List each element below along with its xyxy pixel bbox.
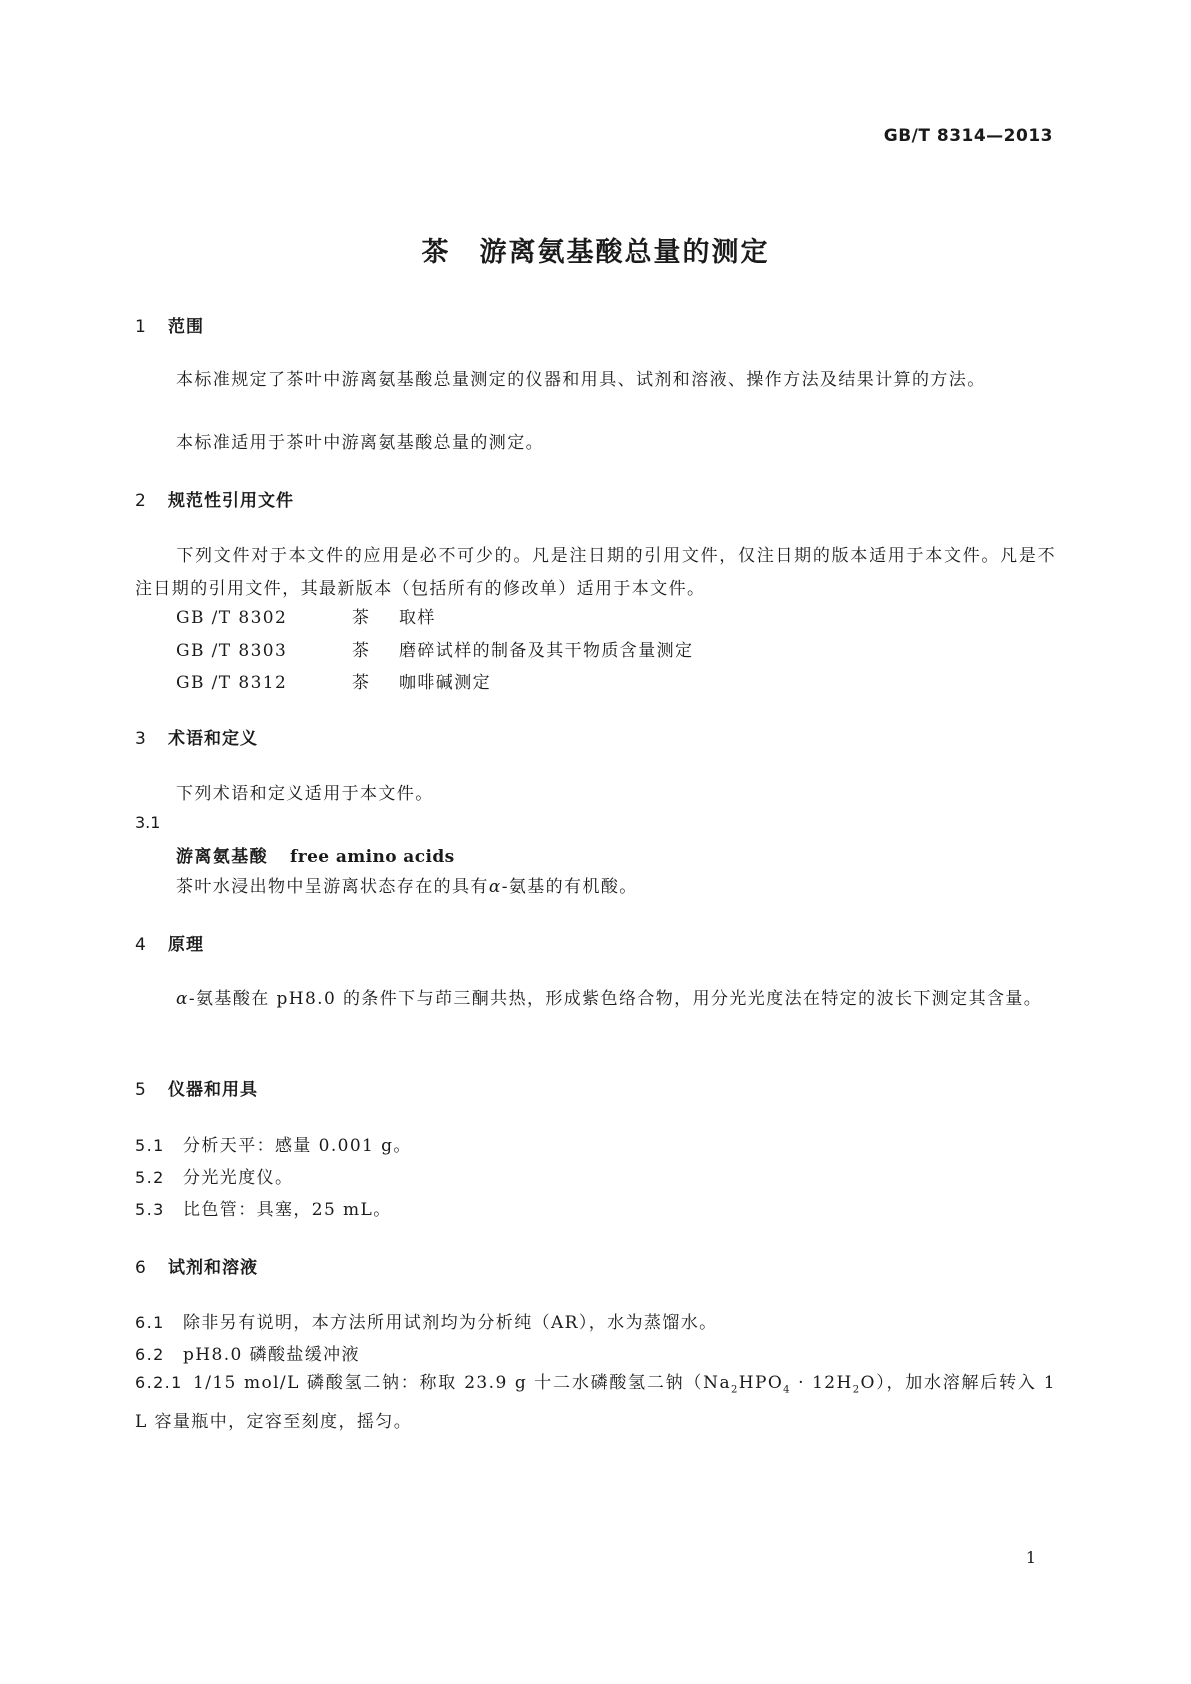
reference-code: GB /T 8302 — [176, 608, 288, 628]
alpha-symbol: α — [176, 989, 189, 1009]
item-number: 5.2 — [135, 1168, 165, 1187]
section-4-para — [135, 983, 1056, 1016]
reagent-item — [135, 1340, 360, 1365]
term-english: free amino acids — [290, 847, 455, 867]
section-5-heading — [135, 1075, 258, 1100]
reference-code: GB /T 8312 — [176, 673, 288, 693]
reference-code: GB /T 8303 — [176, 641, 288, 661]
reference-category: 茶 — [352, 673, 371, 693]
item-number: 6.2.1 — [135, 1373, 183, 1392]
item-text-part: HPO — [738, 1373, 784, 1393]
section-1-para-1 — [135, 364, 1056, 397]
term-definition — [176, 872, 638, 897]
section-2-heading — [135, 486, 294, 511]
alpha-symbol: α — [488, 877, 502, 897]
reference-title: 取样 — [399, 608, 436, 628]
subscript: 2 — [852, 1384, 861, 1396]
section-2-para-1 — [135, 540, 1056, 606]
section-number: 1 — [135, 317, 147, 337]
paragraph-text: -氨基酸在 pH8.0 的条件下与茚三酮共热，形成紫色络合物，用分光光度法在特定的波长下测定其含量。 — [188, 989, 1043, 1009]
paragraph-text: 下列文件对于本文件的应用是必不可少的。凡是注日期的引用文件，仅注日期的版本适用于本文件。凡是不注日期的引用文件，其最新版本（包括所有的修改单）适用于本文件。 — [135, 546, 1056, 599]
item-text: 分析天平：感量 0.001 g。 — [183, 1136, 412, 1156]
section-number: 6 — [135, 1258, 147, 1278]
section-6-heading — [135, 1253, 258, 1278]
item-text: 分光光度仪。 — [183, 1168, 294, 1188]
document-title: 茶 游离氨基酸总量的测定 — [421, 237, 770, 268]
reference-item — [176, 636, 693, 661]
reference-title: 磨碎试样的制备及其干物质含量测定 — [399, 641, 694, 661]
item-number: 5.3 — [135, 1200, 165, 1219]
paragraph-text: 本标准规定了茶叶中游离氨基酸总量测定的仪器和用具、试剂和溶液、操作方法及结果计算的方法。 — [176, 370, 986, 390]
term-number: 3.1 — [135, 813, 161, 832]
item-number: 6.2 — [135, 1345, 165, 1364]
reference-title: 咖啡碱测定 — [399, 673, 491, 693]
item-number: 6.1 — [135, 1313, 165, 1332]
item-text: pH8.0 磷酸盐缓冲液 — [183, 1345, 360, 1365]
term-chinese: 游离氨基酸 — [176, 847, 268, 867]
term-entry — [176, 842, 455, 867]
definition-suffix: -氨基的有机酸。 — [501, 877, 638, 897]
subscript: 2 — [731, 1384, 739, 1396]
subscript: 4 — [783, 1384, 791, 1396]
item-number: 5.1 — [135, 1136, 165, 1155]
section-1-heading — [135, 312, 204, 337]
reference-item — [176, 668, 491, 693]
item-text-part: 1/15 mol/L 磷酸氢二钠：称取 23.9 g 十二水磷酸氢二钠（Na — [193, 1373, 731, 1393]
section-number: 4 — [135, 935, 147, 955]
section-title: 原理 — [168, 935, 204, 955]
section-title: 试剂和溶液 — [168, 1258, 258, 1278]
instrument-item — [135, 1163, 293, 1188]
section-number: 2 — [135, 491, 147, 511]
section-4-heading — [135, 930, 204, 955]
definition-prefix: 茶叶水浸出物中呈游离状态存在的具有 — [176, 877, 489, 897]
section-title: 仪器和用具 — [168, 1080, 258, 1100]
page-number: 1 — [1025, 1548, 1036, 1567]
instrument-item — [135, 1131, 412, 1156]
reference-item — [176, 603, 436, 628]
section-3-heading — [135, 724, 258, 749]
section-3-intro: 下列术语和定义适用于本文件。 — [176, 784, 434, 804]
item-text: 除非另有说明，本方法所用试剂均为分析纯（AR），水为蒸馏水。 — [183, 1313, 718, 1333]
reference-category: 茶 — [352, 608, 371, 628]
section-1-para-2: 本标准适用于茶叶中游离氨基酸总量的测定。 — [176, 433, 544, 453]
section-title: 范围 — [168, 317, 204, 337]
item-text-part: · 12H — [790, 1373, 853, 1393]
instrument-item — [135, 1195, 392, 1220]
section-title: 术语和定义 — [168, 729, 258, 749]
standard-number: GB/T 8314—2013 — [883, 126, 1053, 146]
section-number: 5 — [135, 1080, 147, 1100]
item-text-part: O），加水溶解后转入 1 L 容量瓶中，定容至刻度，摇匀。 — [135, 1373, 1056, 1433]
section-title: 规范性引用文件 — [168, 491, 294, 511]
item-text: 比色管：具塞，25 mL。 — [183, 1200, 392, 1220]
reagent-item-6-2-1 — [135, 1366, 1056, 1439]
reference-category: 茶 — [352, 641, 371, 661]
section-number: 3 — [135, 729, 147, 749]
reagent-item — [135, 1308, 718, 1333]
